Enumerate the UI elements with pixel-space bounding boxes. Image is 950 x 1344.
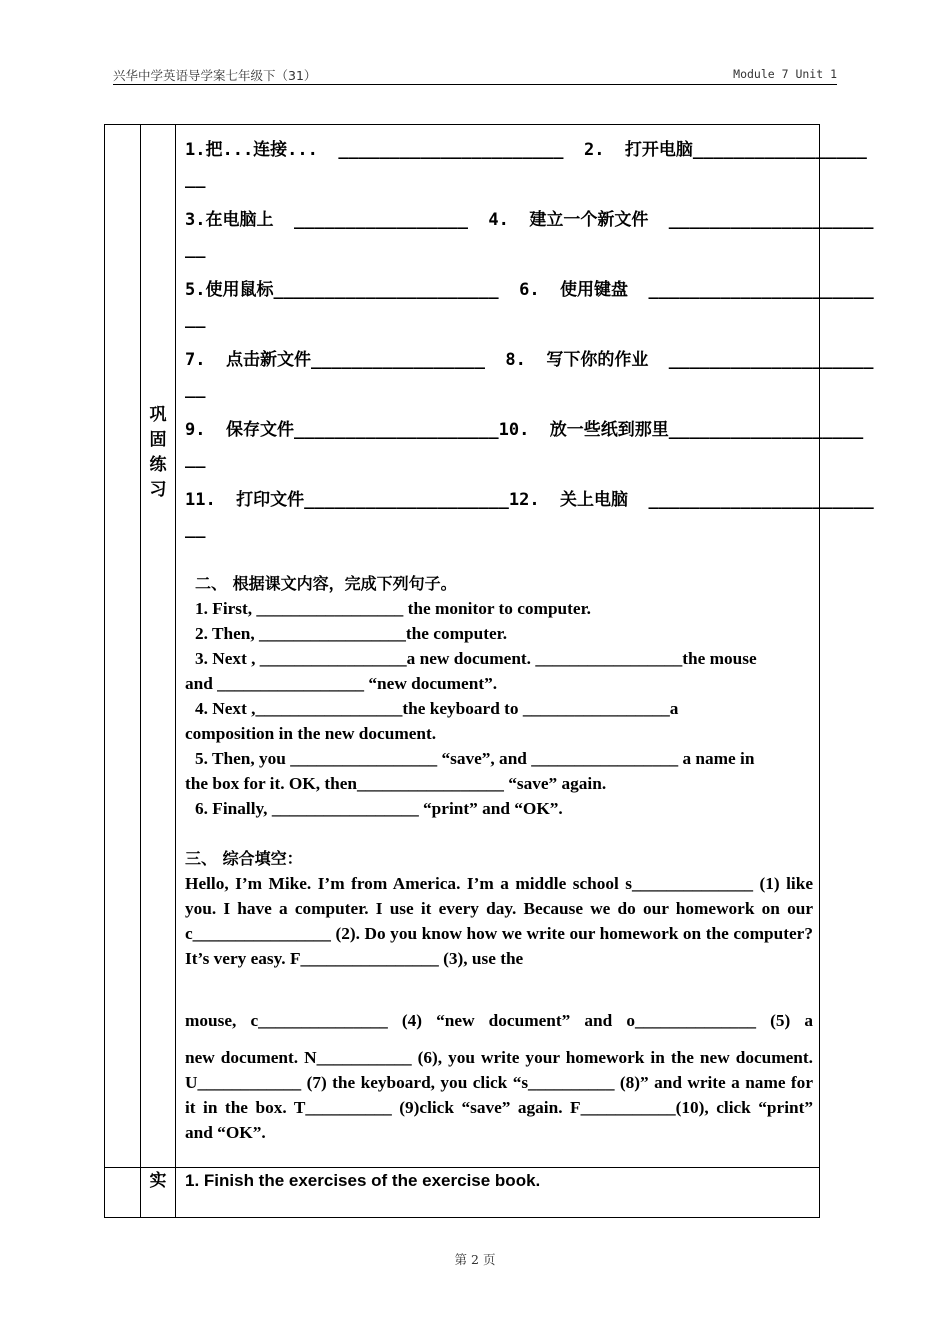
- column-divider: [175, 125, 176, 1217]
- sentence-completion-section: [185, 571, 813, 821]
- homework-item: 1. Finish the exercises of the exercise book.: [185, 1171, 541, 1190]
- practice-label-char: 固: [149, 430, 167, 450]
- vocab-row: [185, 125, 867, 195]
- sentence-line: the box for it. OK, then_________________ “save” again.: [185, 774, 607, 793]
- vocab-line-overflow: __: [185, 519, 206, 539]
- vocab-row: [185, 335, 874, 405]
- row-divider: [105, 1167, 819, 1168]
- sentence-line: and _________________ “new document”.: [185, 674, 498, 693]
- sentence-line: 6. Finally, _________________ “print” and “OK”.: [195, 799, 563, 818]
- cloze-paragraph: new document. N___________ (6), you write your homework in the new document. U____________ (7) the keyboard, you click “s__________ (8)” and write a name for it in the box. T__________ (9)click “save” again. F___________(10), click “print” and “OK”.: [185, 1048, 813, 1142]
- vocab-line: 5.使用鼠标______________________ 6. 使用键盘 ______________________: [185, 280, 874, 300]
- practice-label-char: 习: [149, 480, 167, 500]
- sentence-line: 2. Then, _________________the computer.: [195, 624, 508, 643]
- vocab-line-overflow: __: [185, 239, 206, 259]
- vocab-line-overflow: __: [185, 309, 206, 329]
- header-title: 兴华中学英语导学案七年级下（31）: [113, 68, 317, 83]
- column-divider: [140, 125, 141, 1217]
- homework-section: [185, 1171, 813, 1191]
- vocab-line-overflow: __: [185, 169, 206, 189]
- cloze-paragraph: Hello, I’m Mike. I’m from America. I’m a middle school s______________ (1) like you. I have a computer. I use it every day. Because we do our homework on our c________________ (2). Do you know how we write our homework on the computer? It’s very easy. F________________ (3), use the: [185, 874, 813, 968]
- section-heading: 三、 综合填空：: [185, 849, 303, 868]
- sentence-line: 5. Then, you _________________ “save”, and _________________ a name in: [195, 749, 755, 768]
- sentence-line: 1. First, _________________ the monitor to computer.: [195, 599, 591, 618]
- vocab-row: [185, 265, 874, 335]
- homework-label: [141, 1169, 175, 1194]
- vocab-row: [185, 405, 864, 475]
- sentence-line: 3. Next , _________________a new document. _________________the mouse: [195, 649, 757, 668]
- sentence-line: composition in the new document.: [185, 724, 437, 743]
- vocab-line: 9. 保存文件____________________10. 放一些纸到那里___________________: [185, 420, 864, 440]
- page-number: 第 2 页: [454, 1252, 496, 1267]
- practice-label: [141, 403, 175, 503]
- homework-label-char: 实: [149, 1171, 167, 1191]
- vocab-line-overflow: __: [185, 449, 206, 469]
- worksheet-table: [104, 124, 874, 1218]
- vocab-line: 1.把...连接... ______________________ 2. 打开电脑_________________: [185, 140, 867, 160]
- vocab-line: 7. 点击新文件_________________ 8. 写下你的作业 ____________________: [185, 350, 874, 370]
- cloze-section-cont2: [185, 1045, 813, 1145]
- vocab-row: [185, 195, 874, 265]
- vocab-line-overflow: __: [185, 379, 206, 399]
- practice-label-char: 巩: [149, 405, 167, 425]
- vocab-section: [185, 125, 874, 545]
- vocab-line: 11. 打印文件____________________12. 关上电脑 ______________________: [185, 490, 874, 510]
- cloze-section: [185, 846, 813, 971]
- header-module: Module 7 Unit 1: [733, 67, 837, 81]
- sentence-line: 4. Next ,_________________the keyboard to _________________a: [195, 699, 679, 718]
- section-heading: 二、 根据课文内容，完成下列句子。: [195, 574, 457, 593]
- cloze-paragraph: mouse, c_______________ (4) “new document” and o______________ (5) a: [185, 1011, 813, 1030]
- vocab-row: [185, 475, 874, 545]
- practice-label-char: 练: [149, 455, 167, 475]
- cloze-section-cont: [185, 1008, 813, 1033]
- vocab-line: 3.在电脑上 _________________ 4. 建立一个新文件 ____________________: [185, 210, 874, 230]
- page-header: [113, 66, 837, 85]
